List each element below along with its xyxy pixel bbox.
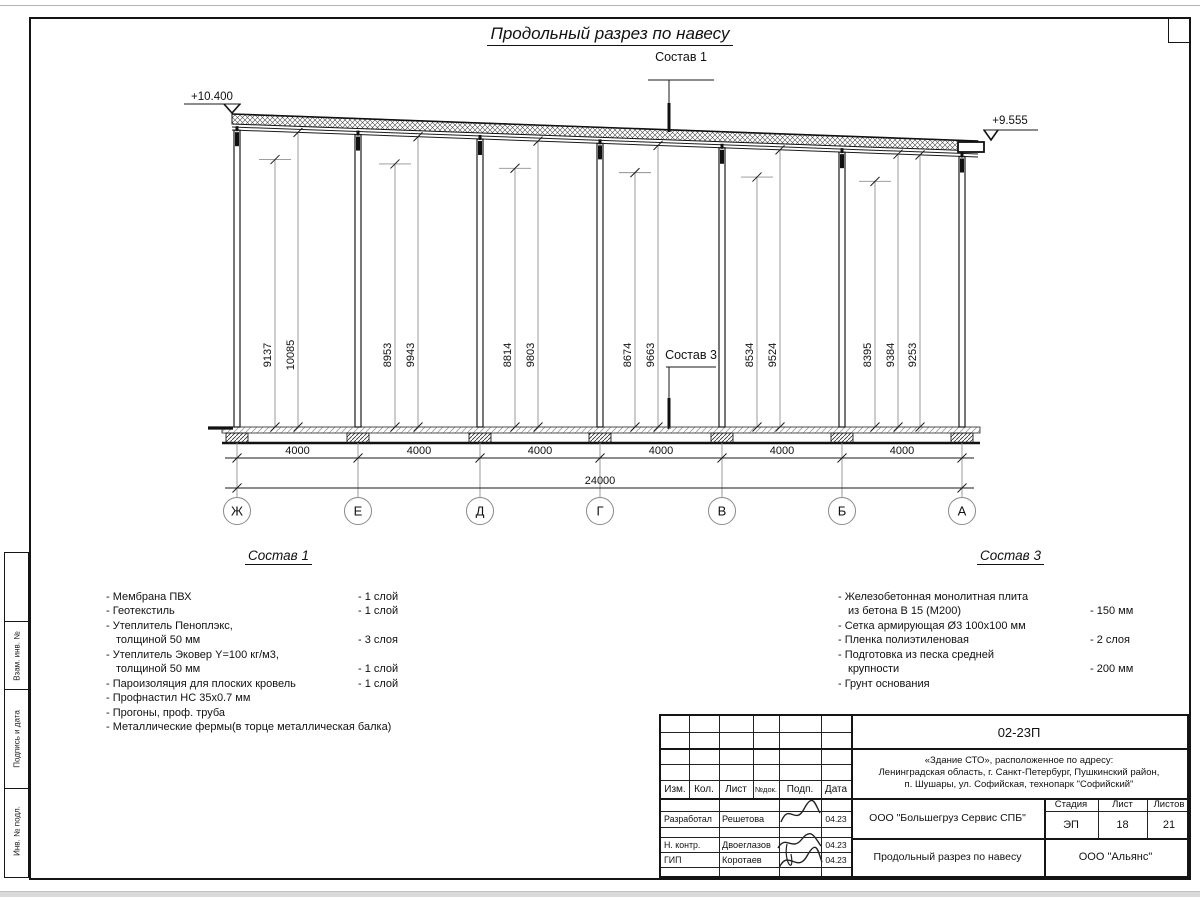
roof-end-cap (958, 142, 984, 152)
sostav3-row (838, 590, 1183, 605)
tb-sheet-title: Продольный разрез по навесу (873, 851, 1022, 863)
material-qty: - 1 слой (358, 677, 399, 690)
axis-letter: В (717, 503, 727, 519)
height-dimension: 10085 (285, 339, 297, 371)
axis-letter: Б (837, 503, 847, 519)
column (719, 148, 725, 427)
material-label: - Пароизоляция для плоских кровель (106, 677, 296, 690)
material-label: - Геотекстиль (106, 605, 175, 617)
material-label: - Подготовка из песка средней (838, 648, 994, 661)
tb-stage-value: ЭП (1063, 818, 1079, 831)
footing (347, 433, 369, 443)
footing (711, 433, 733, 443)
height-dimension: 8674 (622, 342, 634, 368)
column-cap-connection (235, 132, 239, 146)
column (234, 130, 240, 427)
bay-dimension: 4000 (648, 445, 674, 457)
tb-name-gip: Коротаев (722, 854, 762, 865)
material-qty: - 1 слой (358, 605, 399, 617)
column (959, 156, 965, 427)
material-label: толщиной 50 мм (116, 663, 201, 675)
elevation-left-value: +10.400 (191, 91, 233, 103)
sostav1-row (106, 619, 451, 634)
material-qty: - 3 слоя (358, 634, 399, 646)
material-label: - Пленка полиэтиленовая (838, 634, 969, 646)
height-dimension: 8534 (744, 342, 756, 368)
column (597, 143, 603, 427)
column-cap-connection (478, 141, 482, 155)
sostav1-row (106, 706, 451, 721)
material-label: - Сетка армирующая Ø3 100х100 мм (838, 619, 1026, 632)
tb-object-line2: Ленинградская область, г. Санкт-Петербург, Пушкинский район, (878, 767, 1160, 778)
tb-sheets-value: 21 (1162, 818, 1176, 831)
tb-role-developed: Разработал (664, 814, 712, 824)
height-dimension: 9943 (405, 342, 417, 368)
sostav1-row (106, 590, 451, 605)
bay-dimension: 4000 (769, 445, 795, 457)
roof-band (232, 114, 978, 151)
footing (831, 433, 853, 443)
stamp-label: Подпись и дата (12, 710, 21, 768)
height-dimension: 8953 (382, 342, 394, 368)
tb-role-gip: ГИП (664, 854, 682, 865)
axis-letter: Г (596, 503, 604, 519)
tb-header-kol: Кол. (694, 783, 714, 795)
height-dimension: 9253 (907, 342, 919, 368)
sostav3-row (838, 662, 1183, 677)
tb-date-gip: 04.23 (825, 854, 847, 865)
bay-dimension: 4000 (406, 445, 432, 457)
column-cap-connection (960, 158, 964, 172)
sostav3-block (838, 549, 1183, 691)
column (355, 135, 361, 427)
material-qty: - 200 мм (1090, 663, 1134, 675)
footing (589, 433, 611, 443)
tb-header-izm: Изм. (664, 783, 686, 795)
tb-object (851, 748, 1187, 798)
tb-sheets-label: Листов (1153, 799, 1185, 810)
tb-name-developed: Решетова (722, 814, 765, 824)
column-cap-plate (599, 139, 602, 144)
column-cap-connection (840, 154, 844, 168)
sostav3-row (838, 677, 1183, 692)
column-cap-plate (961, 152, 964, 157)
axis-letter: Д (475, 503, 485, 519)
tb-stage-label: Стадия (1054, 799, 1088, 810)
elevation-left-arrow (224, 104, 240, 113)
tb-company: ООО "Большегруз Сервис СПБ" (869, 812, 1026, 824)
column-cap-plate (841, 148, 844, 153)
material-label: - Прогоны, проф. труба (106, 706, 226, 719)
column-cap-plate (721, 144, 724, 149)
tb-sheet-value: 18 (1116, 818, 1129, 831)
tb-grid-line (661, 732, 851, 733)
tb-object-line3: п. Шушары, ул. Софийская, технопарк "Софийский" (904, 779, 1134, 790)
stamp-label: Инв. № подл. (12, 806, 21, 856)
height-dimension: 8395 (862, 342, 874, 368)
tb-role-ncontrol: Н. контр. (664, 839, 701, 850)
tb-header-ndok: №док. (755, 784, 777, 794)
signature-ncontrol-gip (773, 832, 825, 878)
bay-dimension: 4000 (527, 445, 553, 457)
material-qty: - 1 слой (358, 663, 399, 675)
tb-date-developed: 04.23 (825, 814, 847, 824)
sostav1-block (106, 549, 451, 735)
column-cap-connection (598, 145, 602, 159)
elevation-right-arrow (984, 130, 998, 140)
paper-edge-bottom (0, 891, 1200, 897)
page-title-text: Продольный разрез по навесу (487, 24, 734, 46)
material-label: крупности (848, 663, 900, 675)
material-label: - Грунт основания (838, 677, 930, 690)
sostav1-row (106, 648, 451, 663)
material-label: толщиной 50 мм (116, 634, 201, 646)
column (477, 139, 483, 427)
axis-letter: Е (353, 503, 363, 519)
tb-sheet-label: Лист (1112, 799, 1133, 810)
material-qty: - 1 слой (358, 590, 399, 603)
sostav1-row (106, 720, 451, 735)
tb-header-podp: Подп. (786, 783, 814, 795)
bay-dimension: 4000 (285, 445, 310, 457)
column (839, 152, 845, 427)
sostav3-title-text: Состав 3 (977, 548, 1044, 565)
callout-sostav3-text: Состав 3 (665, 348, 717, 362)
material-label: из бетона В 15 (М200) (848, 605, 961, 617)
ground-slab (222, 427, 980, 433)
material-label: - Утеплитель Эковер Y=100 кг/м3, (106, 648, 279, 661)
sostav1-row (106, 677, 451, 692)
column-cap-plate (236, 126, 239, 131)
sostav1-row (106, 662, 451, 677)
sostav3-row (838, 648, 1183, 663)
height-dimension: 8814 (502, 342, 514, 368)
tb-contractor: ООО "Альянс" (1078, 851, 1153, 863)
sostav3-row (838, 633, 1183, 648)
tb-date-ncontrol: 04.23 (825, 839, 847, 850)
total-dimension: 24000 (584, 475, 616, 487)
material-qty: - 150 мм (1090, 605, 1134, 617)
bay-dimension: 4000 (889, 445, 915, 457)
axis-letter: Ж (230, 503, 244, 519)
sostav3-row (838, 604, 1183, 619)
tb-doc-number: 02-23П (997, 724, 1041, 740)
height-dimension: 9803 (525, 342, 537, 368)
footing (951, 433, 973, 443)
tb-header-data: Дата (824, 783, 848, 795)
height-dimension: 9137 (262, 342, 274, 368)
axis-letter: А (957, 503, 967, 519)
column-cap-plate (357, 131, 360, 136)
callout-sostav1-text: Состав 1 (655, 50, 707, 64)
height-dimension: 9524 (767, 342, 779, 368)
sostav1-row (106, 604, 451, 619)
tb-object-line1: «Здание СТО», расположенное по адресу: (924, 755, 1114, 766)
sostav3-title (838, 549, 1183, 564)
column-cap-connection (356, 137, 360, 151)
sostav1-title (106, 549, 451, 564)
column-cap-connection (720, 150, 724, 164)
material-label: - Профнастил НС 35х0.7 мм (106, 692, 251, 704)
sostav1-row (106, 633, 451, 648)
stamp-label: Взам. инв. № (12, 630, 21, 681)
material-label: - Утеплитель Пеноплэкс, (106, 619, 233, 632)
column-cap-plate (479, 135, 482, 140)
height-dimension: 9663 (645, 342, 657, 368)
footing (226, 433, 248, 443)
material-label: - Металлические фермы(в торце металлическая балка) (106, 721, 392, 733)
tb-name-ncontrol: Двоеглазов (722, 839, 771, 850)
tb-header-list: Лист (725, 783, 747, 795)
elevation-right-value: +9.555 (992, 115, 1028, 127)
signature-developed (777, 800, 823, 828)
material-label: - Железобетонная монолитная плита (838, 590, 1029, 603)
tb-grid-line (661, 764, 851, 765)
title-block (659, 714, 1189, 878)
material-qty: - 2 слоя (1090, 634, 1131, 646)
height-dimension: 9384 (885, 342, 897, 368)
sostav1-row (106, 691, 451, 706)
sostav3-row (838, 619, 1183, 634)
footing (469, 433, 491, 443)
sostav1-title-text: Состав 1 (245, 548, 312, 565)
material-label: - Мембрана ПВХ (106, 590, 192, 603)
